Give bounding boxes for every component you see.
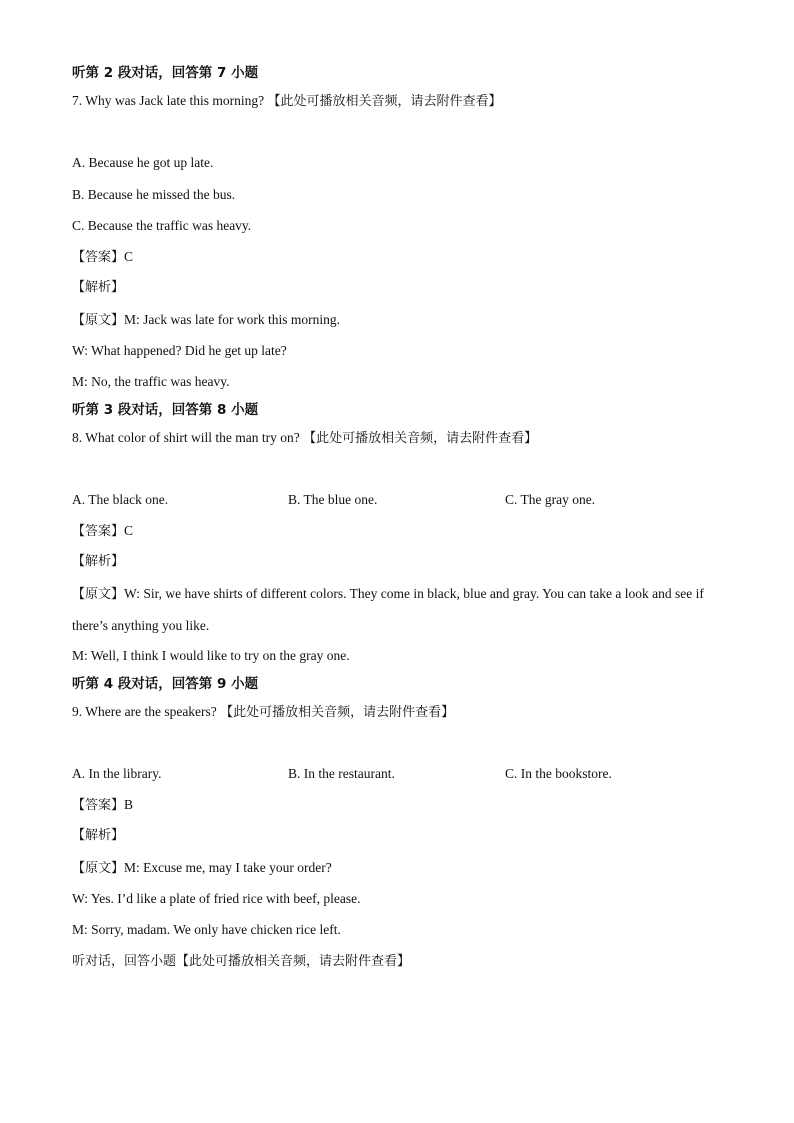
transcript-text: W: Sir, we have shirts of different colors. They come in black, blue and gray. You can take a look and see if there’s anything you like.	[72, 586, 704, 633]
answer-label: 【答案】	[72, 250, 125, 265]
audio-note-link[interactable]: 【此处可播放相关音频，请去附件查看】	[267, 94, 502, 109]
transcript-line: M: Well, I think I would like to try on the gray one.	[72, 648, 350, 663]
question-8	[72, 429, 537, 448]
question-7	[72, 92, 501, 111]
section-heading-2: 听第 2 段对话，回答第 7 小题	[72, 65, 259, 81]
footer-text: 听对话，回答小题	[72, 954, 177, 969]
transcript-line	[72, 311, 340, 330]
question-text: 8. What color of shirt will the man try on?	[72, 430, 300, 445]
answer-row	[72, 248, 133, 267]
analysis-label: 【解析】	[72, 554, 125, 569]
answer-value: C	[124, 249, 134, 264]
analysis-label: 【解析】	[72, 828, 125, 843]
transcript-line: W: Yes. I’d like a plate of fried rice with beef, please.	[72, 891, 361, 906]
transcript-line	[72, 859, 332, 878]
option-a: A. In the library.	[72, 766, 162, 781]
option-b: B. In the restaurant.	[288, 766, 395, 781]
option-c: C. The gray one.	[505, 492, 596, 507]
transcript-label: 【原文】	[72, 313, 125, 328]
audio-note-link[interactable]: 【此处可播放相关音频，请去附件查看】	[176, 954, 411, 969]
question-9	[72, 703, 454, 722]
transcript-line: W: What happened? Did he get up late?	[72, 343, 287, 358]
option-c: C. Because the traffic was heavy.	[72, 218, 252, 233]
option-b: B. Because he missed the bus.	[72, 187, 236, 202]
section-heading-3: 听第 3 段对话，回答第 8 小题	[72, 402, 259, 418]
answer-value: B	[124, 797, 134, 812]
option-a: A. Because he got up late.	[72, 155, 214, 170]
option-a: A. The black one.	[72, 492, 169, 507]
transcript-label: 【原文】	[72, 587, 125, 602]
answer-label: 【答案】	[72, 798, 125, 813]
question-text: 9. Where are the speakers?	[72, 704, 217, 719]
answer-value: C	[124, 523, 134, 538]
question-text: 7. Why was Jack late this morning?	[72, 93, 265, 108]
option-c: C. In the bookstore.	[505, 766, 612, 781]
transcript-text: M: Jack was late for work this morning.	[124, 312, 340, 327]
option-b: B. The blue one.	[288, 492, 378, 507]
transcript-line: M: Sorry, madam. We only have chicken rice left.	[72, 922, 341, 937]
audio-note-link[interactable]: 【此处可播放相关音频，请去附件查看】	[220, 705, 455, 720]
answer-row	[72, 796, 133, 815]
transcript-text: M: Excuse me, may I take your order?	[124, 860, 332, 875]
transcript-line: M: No, the traffic was heavy.	[72, 374, 230, 389]
footer-instruction	[72, 953, 410, 971]
transcript-line	[72, 578, 727, 641]
analysis-label: 【解析】	[72, 280, 125, 295]
answer-label: 【答案】	[72, 524, 125, 539]
answer-row	[72, 522, 133, 541]
transcript-label: 【原文】	[72, 861, 125, 876]
section-heading-4: 听第 4 段对话，回答第 9 小题	[72, 676, 259, 692]
audio-note-link[interactable]: 【此处可播放相关音频，请去附件查看】	[303, 431, 538, 446]
